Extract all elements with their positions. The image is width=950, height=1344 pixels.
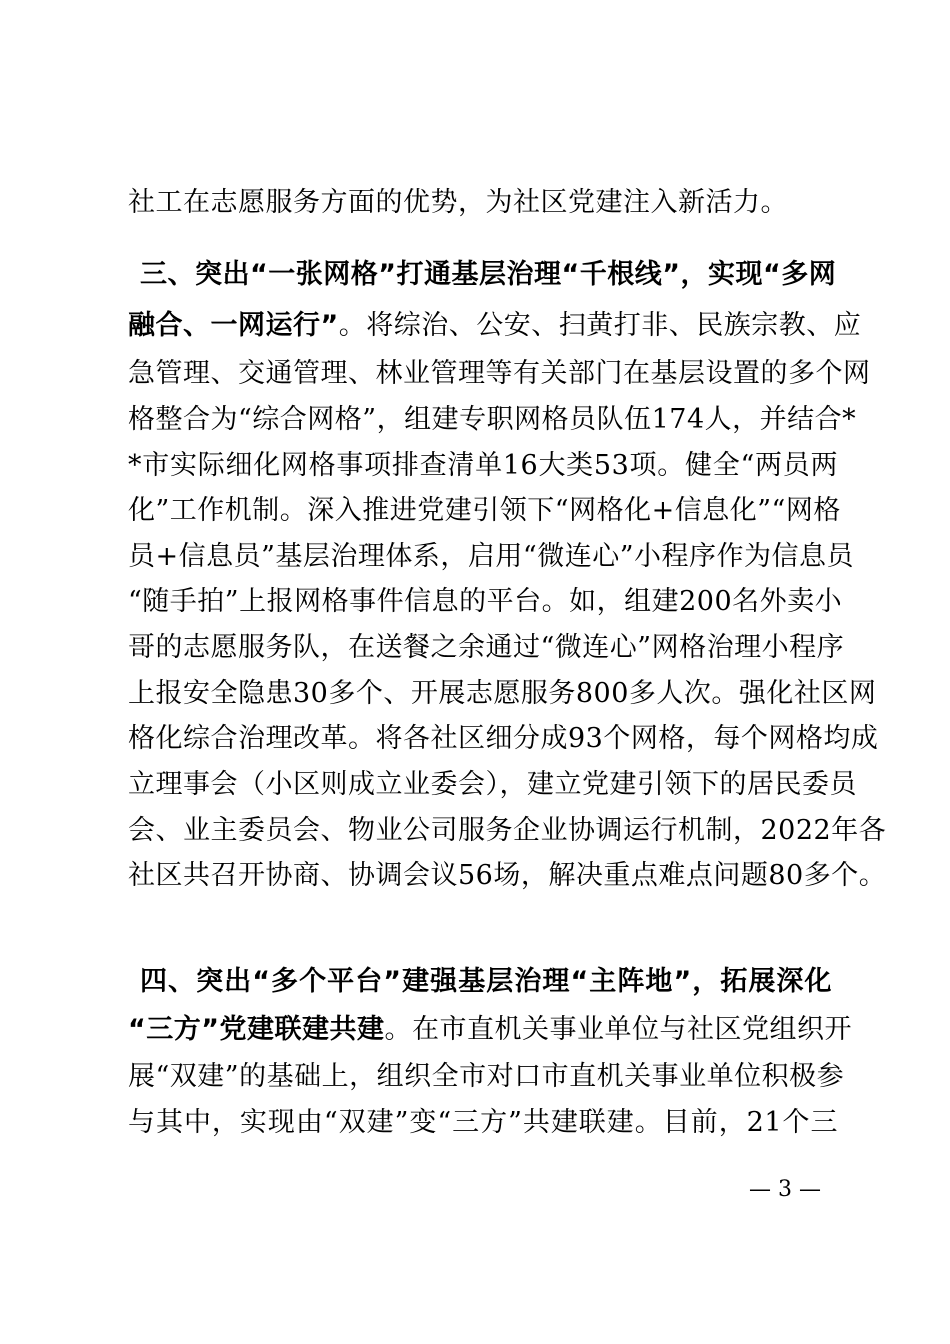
section3-line: “随手拍”上报网格事件信息的平台。如，组建200名外卖小 [128,586,843,617]
section3-line: 格整合为“综合网格”，组建专职网格员队伍174人，并结合* [128,404,857,435]
section3-line: 立理事会（小区则成立业委会），建立党建引领下的居民委员 [128,769,857,800]
section3-line: 员+信息员”基层治理体系，启用“微连心”小程序作为信息员 [128,541,855,572]
intro-paragraph-line: 社工在志愿服务方面的优势，为社区党建注入新活力。 [128,187,788,218]
section3-line: 上报安全隐患30多个、开展志愿服务800多人次。强化社区网 [128,678,877,709]
section3-text: 。将综治、公安、扫黄打非、民族宗教、应 [338,310,862,341]
section4-line [128,1010,852,1050]
page-number: — 3 — [749,1177,821,1202]
section3-heading-continued: 融合、一网运行” [128,310,339,341]
section4-heading-continued: “三方”党建联建共建 [128,1014,385,1045]
section3-heading-line [140,255,837,295]
section3-line: 社区共召开协商、协调会议56场，解决重点难点问题80多个。 [128,860,887,891]
section3-line: 会、业主委员会、物业公司服务企业协调运行机制，2022年各 [128,815,887,846]
section4-heading-line [140,962,832,1002]
section3-line [128,306,862,346]
section3-line: 格化综合治理改革。将各社区细分成93个网格，每个网格均成 [128,723,879,754]
section4-text: 。在市直机关事业单位与社区党组织开 [384,1014,852,1045]
section3-line: 哥的志愿服务队，在送餐之余通过“微连心”网格治理小程序 [128,632,845,663]
section3-line: *市实际细化网格事项排查清单16大类53项。健全“两员两 [128,450,838,481]
section3-heading: 三、突出“一张网格”打通基层治理“千根线”，实现“多网 [140,259,837,290]
section4-line: 与其中，实现由“双建”变“三方”共建联建。目前，21个三 [128,1107,838,1138]
section3-line: 化”工作机制。深入推进党建引领下“网格化+信息化”“网格 [128,495,841,526]
section4-line: 展“双建”的基础上，组织全市对口市直机关事业单位积极参 [128,1061,845,1092]
section4-heading: 四、突出“多个平台”建强基层治理“主阵地”，拓展深化 [140,966,832,997]
section3-line: 急管理、交通管理、林业管理等有关部门在基层设置的多个网 [128,358,871,389]
